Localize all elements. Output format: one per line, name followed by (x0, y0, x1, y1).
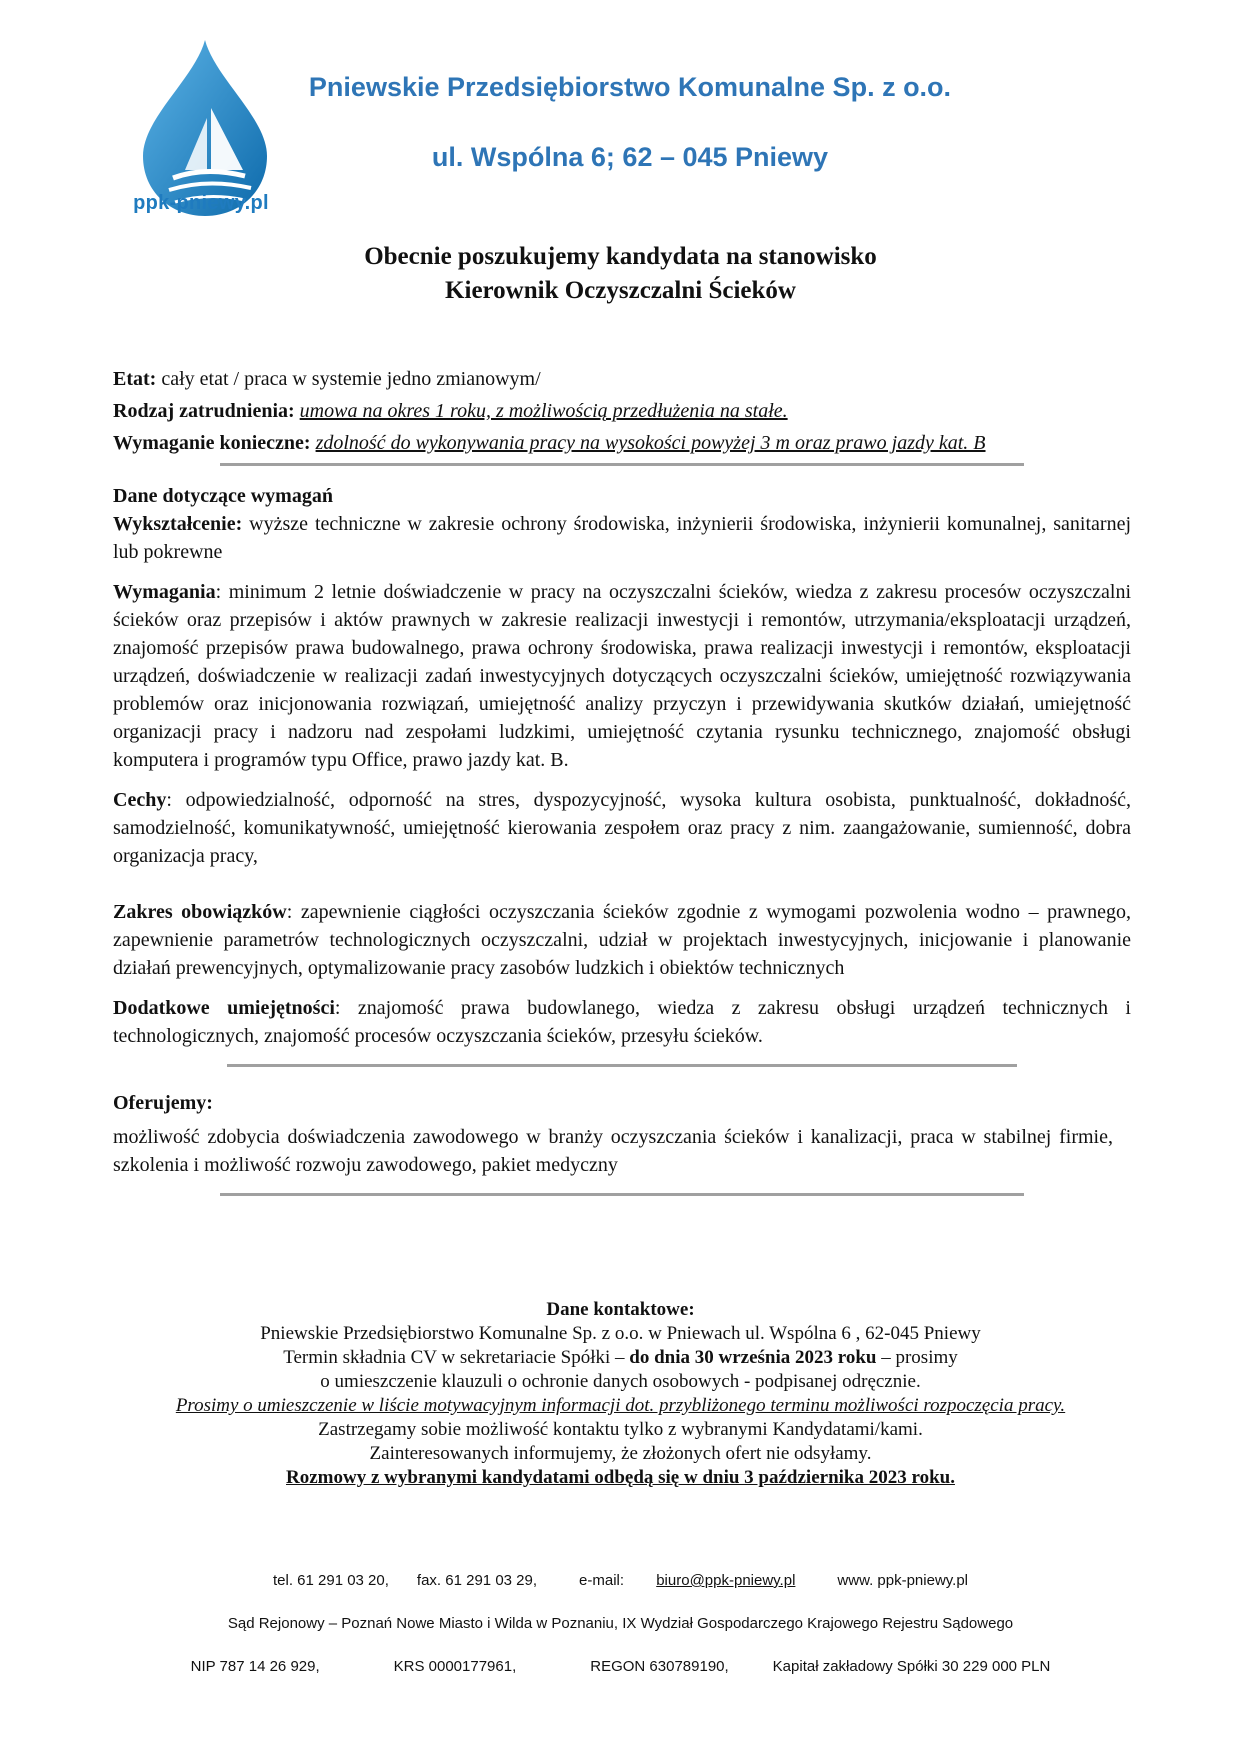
cv-deadline-date: do dnia 30 września 2023 roku (629, 1347, 877, 1368)
contact-line-3: o umieszczenie klauzuli o ochronie danych osobowych - podpisanej odręcznie. (320, 1371, 921, 1392)
footer-fax: fax. 61 291 03 29, (416, 1572, 538, 1589)
cv-deadline-suffix: – prosimy (876, 1347, 958, 1368)
contact-heading: Dane kontaktowe: (546, 1299, 695, 1320)
zakres-label: Zakres obowiązków (113, 901, 287, 923)
wyksztalcenie-label: Wykształcenie: (113, 513, 243, 535)
offer-heading: Oferujemy: (113, 1092, 213, 1114)
wymaganie-row (113, 429, 1131, 457)
zakres-row (113, 898, 1131, 982)
wymaganie-label: Wymaganie konieczne: (113, 432, 311, 454)
cechy-value: : odpowiedzialność, odporność na stres, dyspozycyjność, wysoka kultura osobista, punktualność, dokładność, samodzielność, komunikatywność, umiejętność kierowania zespołem oraz pracy z nim. zaangażowanie, sumienność, dobra organizacja pracy, (113, 789, 1131, 867)
offer-text: możliwość zdobycia doświadczenia zawodowego w branży oczyszczania ścieków i kanalizacji, praca w stabilnej firmie, szkolenia i możliwość rozwoju zawodowego, pakiet medyczny (113, 1126, 1113, 1176)
footer-court: Sąd Rejonowy – Poznań Nowe Miasto i Wilda w Poznaniu, IX Wydział Gospodarczego Krajowego Rejestru Sądowego (227, 1615, 1014, 1632)
footer-nip: NIP 787 14 26 929, (190, 1658, 320, 1675)
wyksztalcenie-row (113, 510, 1131, 566)
requirements-heading: Dane dotyczące wymagań (113, 485, 333, 507)
dodatkowe-label: Dodatkowe umiejętności (113, 997, 335, 1019)
logo-text: ppk-pniewy.pl (133, 192, 269, 214)
company-address: ul. Wspólna 6; 62 – 045 Pniewy (431, 142, 829, 172)
wyksztalcenie-value: wyższe techniczne w zakresie ochrony środowiska, inżynierii środowiska, inżynierii komunalnej, sanitarnej lub pokrewne (113, 513, 1131, 563)
title-line-1: Obecnie poszukujemy kandydata na stanowisko (364, 243, 877, 270)
cechy-row (113, 786, 1131, 870)
divider (220, 1193, 1024, 1196)
contact-line-2 (100, 1346, 1141, 1370)
footer-www[interactable]: www. ppk-pniewy.pl (837, 1572, 969, 1589)
footer-tel: tel. 61 291 03 20, (272, 1572, 389, 1589)
footer-registry (0, 1658, 1241, 1675)
rodzaj-row (113, 397, 1131, 425)
page-title (100, 240, 1141, 308)
divider (220, 463, 1024, 466)
etat-label: Etat: (113, 368, 157, 390)
cv-deadline-text: Termin składnia CV w sekretariacie Spółki – (283, 1347, 630, 1368)
wymagania-row (113, 578, 1131, 774)
wymagania-label: Wymagania (113, 581, 216, 603)
contact-section (100, 1298, 1141, 1490)
rodzaj-value: umowa na okres 1 roku, z możliwością przedłużenia na stałe. (299, 400, 788, 422)
dodatkowe-value: : znajomość prawa budowlanego, wiedza z zakresu obsługi urządzeń technicznych i technologicznych, znajomość procesów oczyszczania ścieków, przesyłu ścieków. (113, 997, 1131, 1047)
interview-date: Rozmowy z wybranymi kandydatami odbędą się w dniu 3 października 2023 roku. (286, 1467, 955, 1488)
email-link[interactable]: biuro@ppk-pniewy.pl (656, 1572, 796, 1589)
rodzaj-label: Rodzaj zatrudnienia: (113, 400, 295, 422)
etat-value: cały etat / praca w systemie jedno zmianowym/ (156, 368, 541, 390)
footer-contact (0, 1572, 1241, 1589)
contact-line-1: Pniewskie Przedsiębiorstwo Komunalne Sp. z o.o. w Pniewach ul. Wspólna 6 , 62-045 Pniewy (260, 1323, 981, 1344)
wymaganie-value: zdolność do wykonywania pracy na wysokości powyżej 3 m oraz prawo jazdy kat. B (315, 432, 986, 454)
footer-kapital: Kapitał zakładowy Spółki 30 229 000 PLN (772, 1658, 1051, 1675)
email-label: e-mail: (579, 1572, 625, 1589)
title-line-2: Kierownik Oczyszczalni Ścieków (445, 277, 796, 304)
company-name: Pniewskie Przedsiębiorstwo Komunalne Sp. z o.o. (308, 72, 952, 102)
contact-line-6: Zainteresowanych informujemy, że złożonych ofert nie odsyłamy. (369, 1443, 872, 1464)
contact-line-5: Zastrzegamy sobie możliwość kontaktu tylko z wybranymi Kandydatami/kami. (318, 1419, 923, 1440)
etat-row (113, 365, 1131, 393)
divider (227, 1064, 1017, 1067)
zakres-value: : zapewnienie ciągłości oczyszczania ścieków zgodnie z wymogami pozwolenia wodno – prawnego, zapewnienie parametrów technologicznych oczyszczalni, udział w projektach inwestycyjnych, inicjowanie i planowanie działań prewencyjnych, optymalizowanie pracy zasobów ludzkich i obiektów technicznych (113, 901, 1131, 979)
cechy-label: Cechy (113, 789, 167, 811)
dodatkowe-row (113, 994, 1131, 1050)
footer-krs: KRS 0000177961, (393, 1658, 517, 1675)
footer-regon: REGON 630789190, (590, 1658, 729, 1675)
wymagania-value: : minimum 2 letnie doświadczenie w pracy na oczyszczalni ścieków, wiedza z zakresu procesów oczyszczalni ścieków oraz przepisów i aktów prawnych w zakresie realizacji inwestycji i remontów, utrzymania/eksploatacji urządzeń, znajomość przepisów prawa budowalnego, prawa ochrony środowiska, prawa realizacji inwestycji i remontów, eksploatacji urządzeń, doświadczenie w realizacji zadań inwestycyjnych dotyczących oczyszczalni ścieków, umiejętność rozwiązywania problemów oraz inicjonowania rozwiązań, umiejętność analizy przyczyn i przewidywania skutków działań, umiejętność organizacji pracy i nadzoru nad zespołami ludzkimi, umiejętność czytania rysunku technicznego, znajomość obsługi komputera i programów typu Office, prawo jazdy kat. B. (113, 581, 1131, 771)
contact-line-4: Prosimy o umieszczenie w liście motywacyjnym informacji dot. przybliżonego terminu możliwości rozpoczęcia pracy. (175, 1395, 1066, 1416)
job-description (113, 365, 1131, 1196)
footer-email (565, 1572, 809, 1589)
